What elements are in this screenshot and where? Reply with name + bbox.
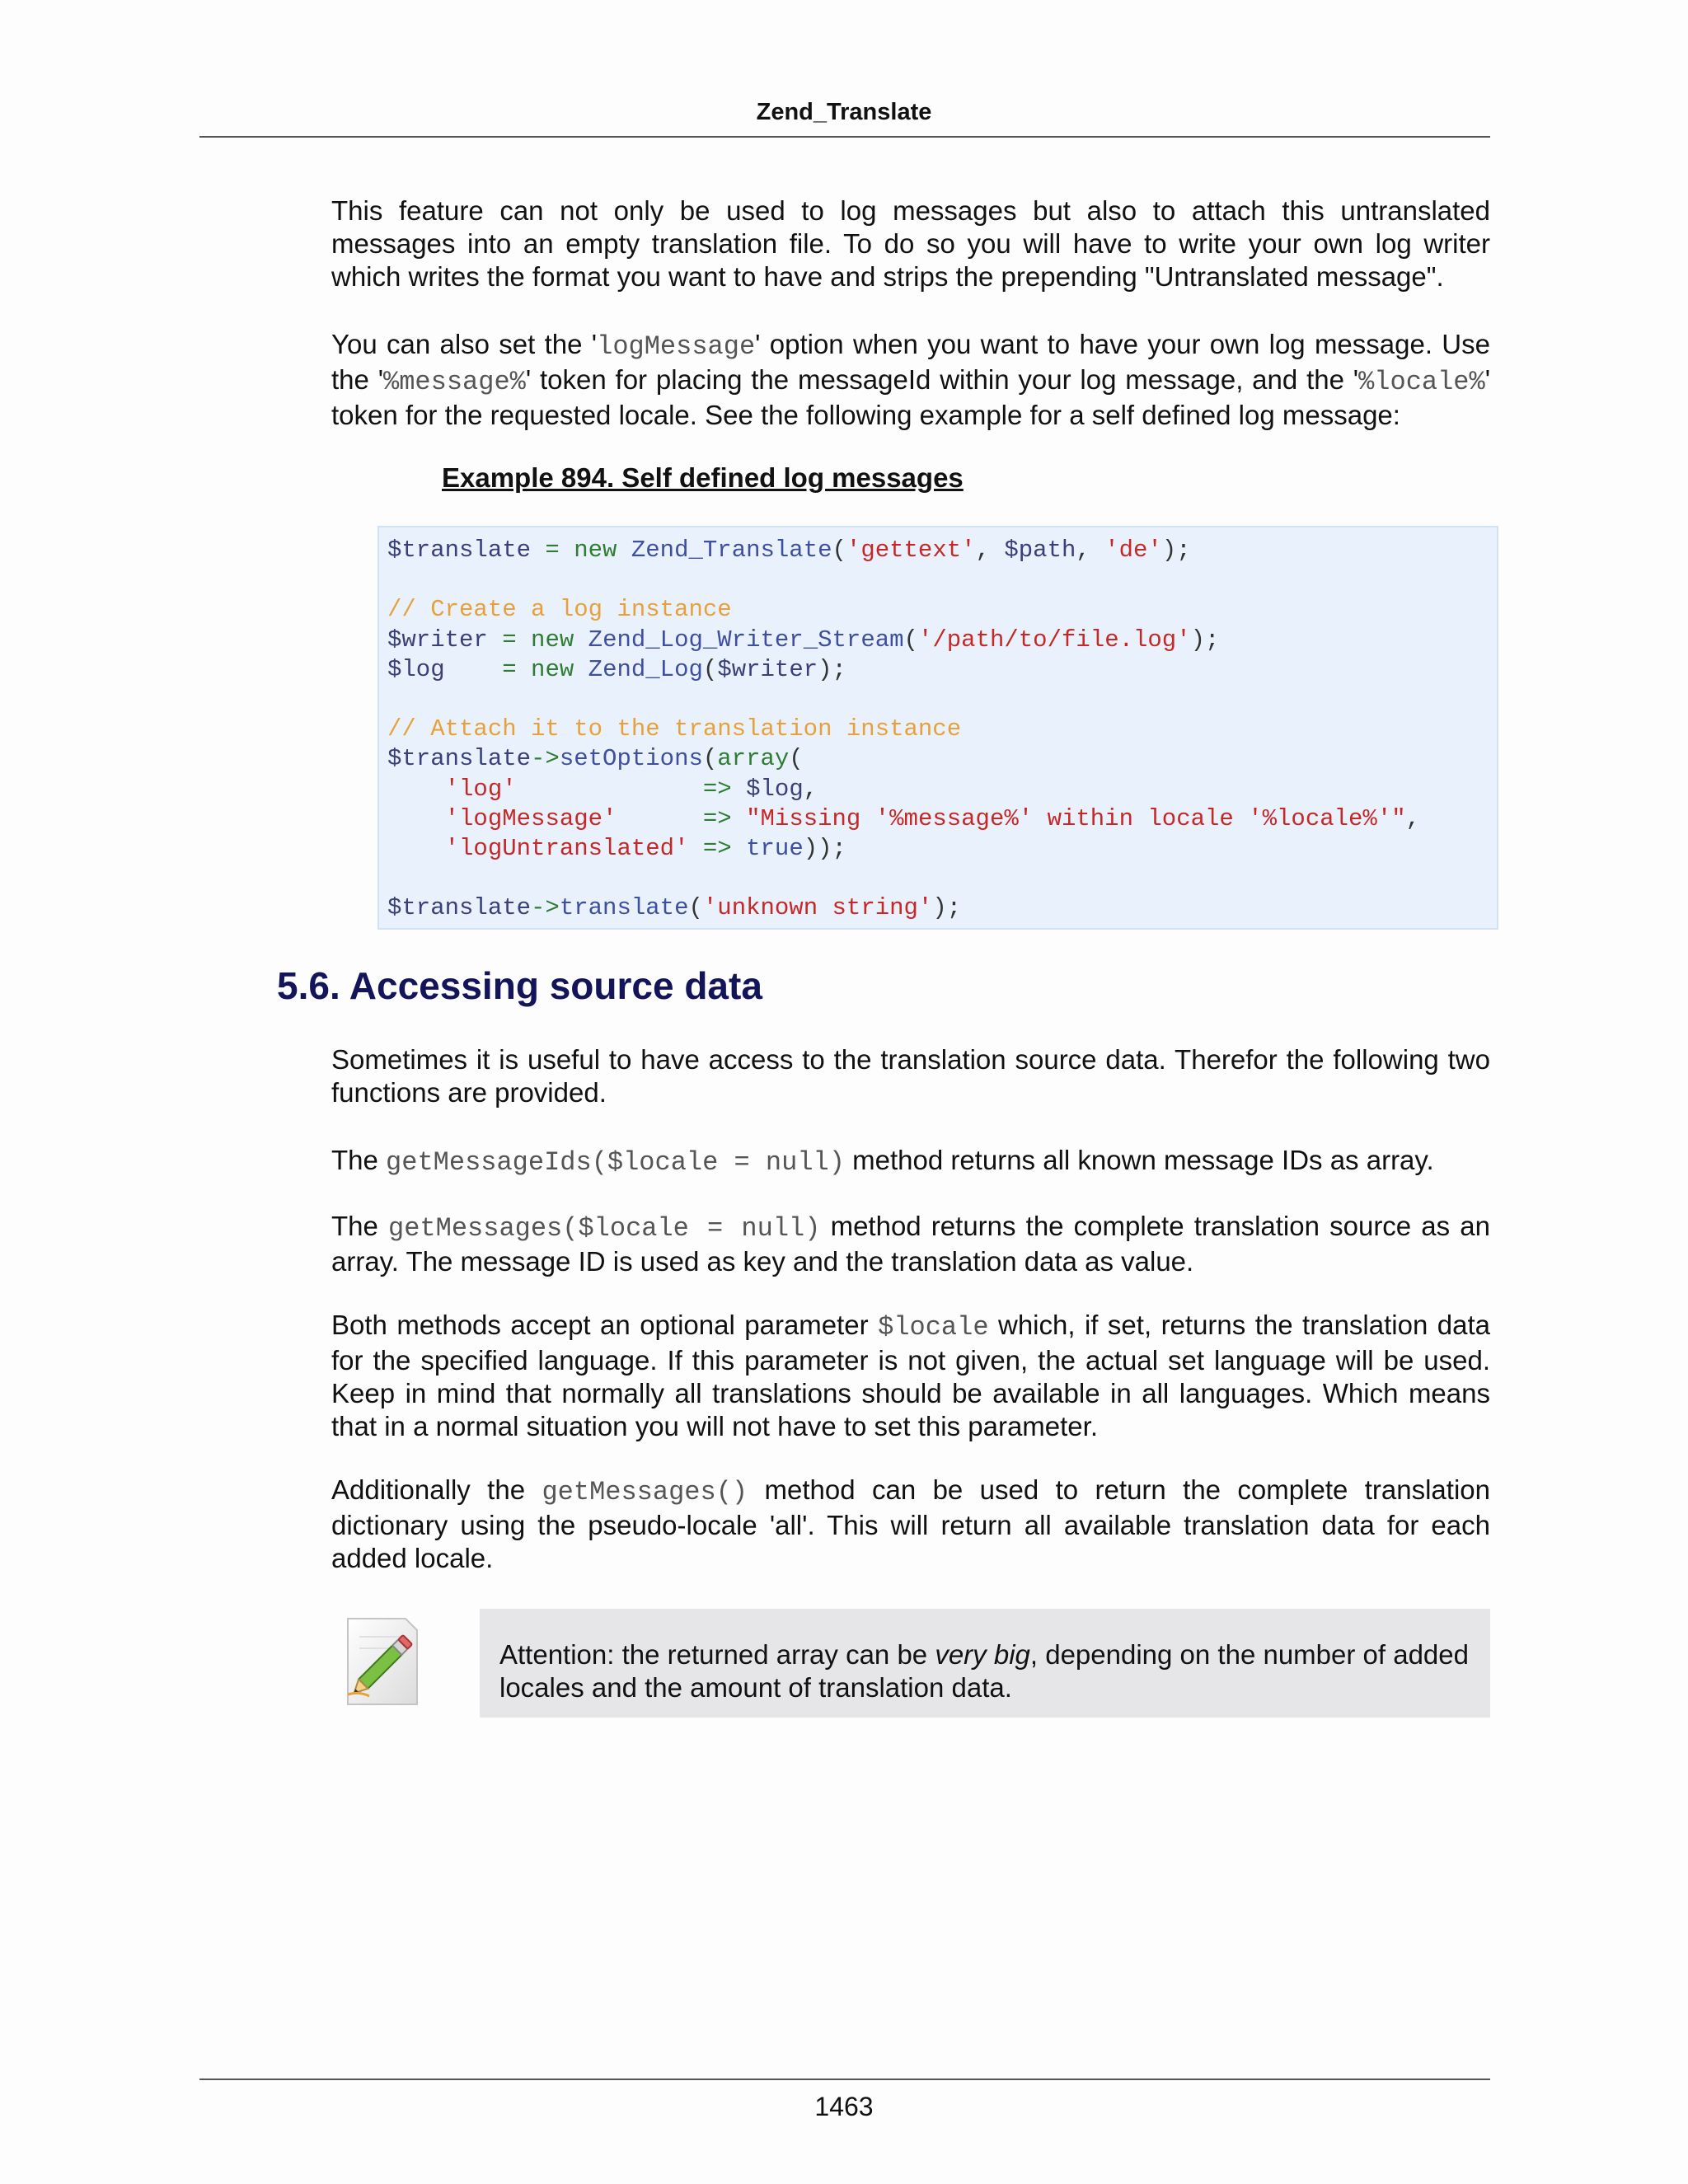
header-rule: [199, 136, 1490, 138]
code-comment: // Attach it to the translation instance: [387, 715, 962, 743]
paragraph-getmessages: [331, 1210, 1490, 1278]
code-listing: [387, 536, 1420, 924]
code-line-7: 'log' => $log,: [444, 775, 818, 803]
code-line-8: 'logMessage' => "Missing '%message%' within locale '%locale%'",: [444, 804, 1421, 832]
footer-rule: [199, 2079, 1490, 2080]
code-line-10: $translate->translate('unknown string');: [387, 894, 962, 922]
pencil-note-icon: [336, 1612, 429, 1711]
paragraph-log-untranslated: This feature can not only be used to log messages but also to attach this untranslated messages into an empty translation file. To do so you will have to write your own log writer which writes the format you want to have and strips the prepending "Untranslated message".: [331, 195, 1490, 292]
code-line-1: $translate = new Zend_Translate('gettext', $path, 'de');: [387, 537, 1191, 564]
paragraph-pseudo-locale: [331, 1474, 1490, 1575]
inline-code: %locale%: [1358, 367, 1485, 397]
inline-code: $locale: [878, 1312, 989, 1343]
text-run: You can also set the ': [331, 329, 598, 359]
paragraph-locale-parameter: [331, 1309, 1490, 1443]
code-comment: // Create a log instance: [387, 596, 732, 624]
text-run: The: [331, 1211, 389, 1241]
running-header: Zend_Translate: [756, 99, 932, 125]
inline-code: getMessages(): [542, 1477, 748, 1507]
code-block: [377, 526, 1498, 930]
text-run: ' token for placing the messageId within your log message, and the ': [525, 364, 1359, 395]
code-line-9: 'logUntranslated' => true));: [444, 835, 846, 863]
code-line-3: $writer = new Zend_Log_Writer_Stream('/path/to/file.log');: [387, 626, 1220, 654]
emphasis: very big: [935, 1639, 1030, 1670]
text-run: method returns the complete translation source as an array. The message ID is used as key and the translation data as value.: [331, 1211, 1490, 1277]
section-heading: 5.6. Accessing source data: [277, 964, 762, 1007]
inline-code: getMessageIds($locale = null): [386, 1147, 845, 1178]
inline-code: %message%: [383, 367, 526, 397]
inline-code: getMessages($locale = null): [388, 1213, 821, 1244]
text-run: method returns all known message IDs as array.: [844, 1145, 1434, 1175]
text-run: which, if set, returns the translation data for the specified language. If this parameter is not given, the actual set language will be used. Keep in mind that normally all translations should be available in all languages. Which means that in a normal situation you will not have to set this parameter.: [331, 1310, 1490, 1441]
text-run: ' option when you want to have your own log message. Use the ': [331, 329, 1490, 395]
paragraph-intro: Sometimes it is useful to have access to the translation source data. Therefor the following two functions are provided.: [331, 1044, 1490, 1108]
example-title: Example 894. Self defined log messages: [442, 462, 964, 493]
code-line-6: $translate->setOptions(array(: [387, 745, 804, 773]
text-run: method can be used to return the complete translation dictionary using the pseudo-locale 'all'. This will return all available translation data for each added locale.: [331, 1474, 1490, 1573]
text-run: , depending on the number of added locales and the amount of translation data.: [499, 1639, 1469, 1703]
text-run: Attention: the returned array can be: [499, 1639, 935, 1670]
text-run: Additionally the: [331, 1474, 542, 1505]
inline-code: logMessage: [597, 331, 756, 362]
code-line-4: $log = new Zend_Log($writer);: [387, 655, 846, 683]
page-number: 1463: [814, 2092, 874, 2121]
note-box: [480, 1609, 1490, 1718]
text-run: Both methods accept an optional parameter: [331, 1310, 879, 1340]
note-text: [499, 1638, 1472, 1704]
paragraph-getmessageids: [331, 1144, 1490, 1179]
paragraph-log-message-option: [331, 328, 1490, 432]
text-run: The: [331, 1145, 387, 1175]
text-run: ' token for the requested locale. See the following example for a self defined log message:: [331, 364, 1491, 430]
